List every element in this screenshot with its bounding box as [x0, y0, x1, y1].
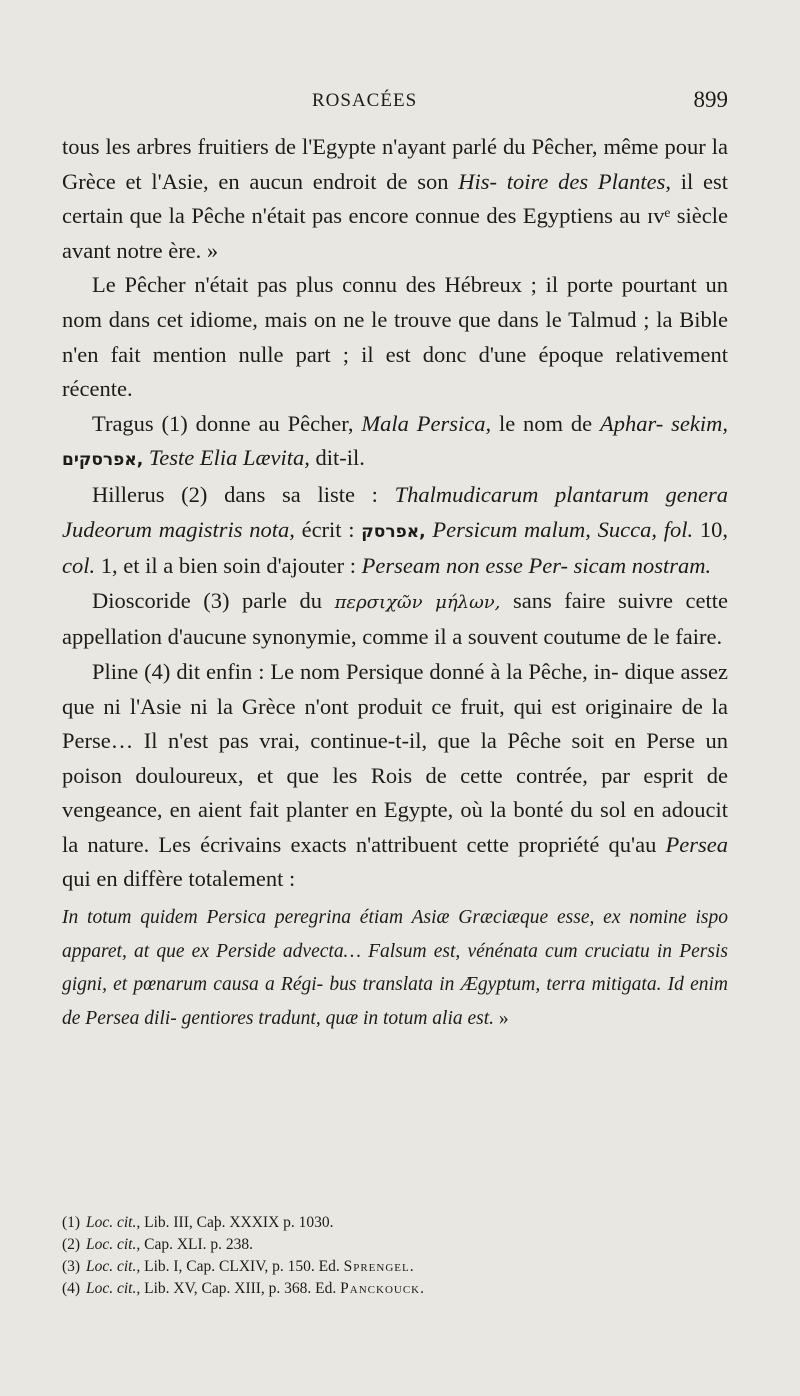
paragraph: tous les arbres fruitiers de l'Egypte n'ayant parlé du Pêcher, même pour la Grèce et l'Asie, en aucun endroit de son His- toire des Plantes, il est certain que la Pêche n'était pas encore connue des Egyptiens au ɪvᵉ siècle avant notre ère. »	[62, 134, 729, 263]
hebrew-word: אפרסק,	[361, 521, 426, 542]
paragraph: Tragus (1) donne au Pêcher, Mala Persica, le nom de Aphar- sekim, אפרסקים, Teste Elia Lævita, dit-il.	[62, 410, 729, 471]
greek-phrase: περσιχῶν μήλων,	[334, 591, 501, 613]
page-number: 899	[693, 87, 728, 112]
footnotes	[62, 1212, 728, 1300]
latin-quotation: In totum quidem Persica peregrina étiam Asiæ Græciæque esse, ex nomine ispo apparet, at que ex Perside advecta… Falsum est, vénénata cum cruciatu in Persis gigni, et pœnarum causa a Régi- bus translata in Ægyptum, terra mitigata. Id enim de Persea dili- gentiores tradunt, quæ in totum alia est. »	[62, 907, 728, 1029]
footnote: (3) Loc. cit., Lib. I, Cap. CLXIV, p. 150. Ed. Sprengel.	[62, 1258, 415, 1275]
footnote: (1) Loc. cit., Lib. III, Caþ. XXXIX p. 1030.	[62, 1214, 334, 1231]
running-header	[62, 87, 728, 120]
footnote: (4) Loc. cit., Lib. XV, Cap. XIII, p. 368. Ed. Panckouck.	[62, 1280, 425, 1297]
paragraph: Pline (4) dit enfin : Le nom Persique donné à la Pêche, in- dique assez que ni l'Asie ni la Grèce n'ont produit ce fruit, qui est originaire de la Perse… Il n'est pas vrai, continue-t-il, que la Pêche soit en Perse un poison douloureux, et que les Rois de cette contrée, par esprit de vengeance, en aient fait planter en Egypte, où la bonté du sol en adoucit la nature. Les écrivains exacts n'attribuent cette propriété qu'au Persea qui en diffère totalement :	[62, 658, 728, 892]
footnote: (2) Loc. cit., Cap. XLI. p. 238.	[62, 1236, 254, 1253]
paragraph: Hillerus (2) dans sa liste : Thalmudicarum plantarum genera Judeorum magistris nota, écrit : אפרסק, Persicum malum, Succa, fol. 10, col. 1, et il a bien soin d'ajouter : Perseam non esse Per- sicam nostram.	[62, 481, 728, 579]
running-title: ROSACÉES	[312, 90, 418, 111]
paragraph: Dioscoride (3) parle du περσιχῶν μήλων, sans faire suivre cette appellation d'aucune synonymie, comme il a souvent coutume de le faire.	[62, 587, 728, 650]
main-text	[62, 130, 728, 1035]
hebrew-word: אפרסקים,	[62, 450, 144, 471]
paragraph: Le Pêcher n'était pas plus connu des Hébreux ; il porte pourtant un nom dans cet idiome, mais on ne le trouve que dans le Talmud ; la Bible n'en fait mention nulle part ; il est donc d'une époque relativement récente.	[62, 272, 728, 402]
